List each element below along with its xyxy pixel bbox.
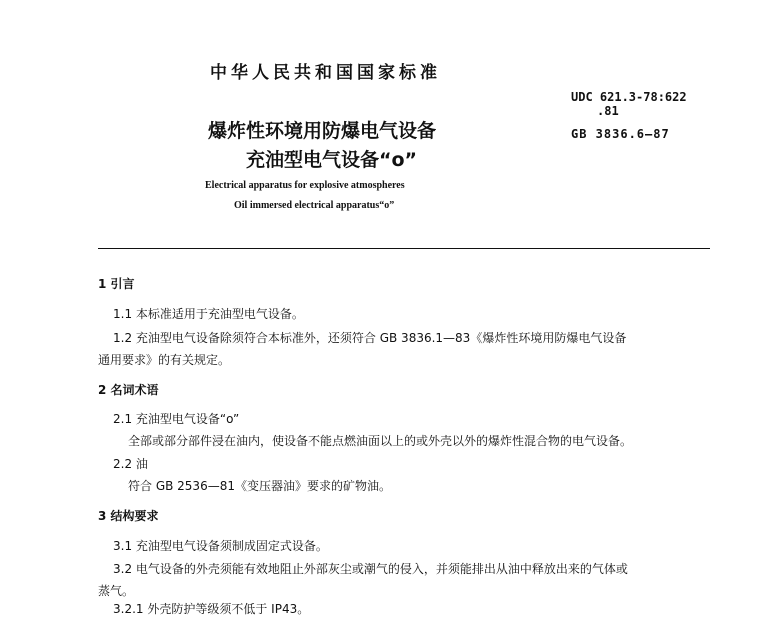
clause-1-2-continued: 通用要求》的有关规定。 bbox=[98, 353, 231, 367]
clause-1-1: 1.1 本标准适用于充油型电气设备。 bbox=[113, 307, 304, 321]
clause-1-2: 1.2 充油型电气设备除须符合本标准外，还须符合 GB 3836.1—83《爆炸性环境用防爆电气设备 bbox=[113, 331, 627, 345]
clause-3-1: 3.1 充油型电气设备须制成固定式设备。 bbox=[113, 539, 328, 553]
document-title-line2: 充油型电气设备“o” bbox=[246, 149, 418, 171]
standard-name: 中华人民共和国国家标准 bbox=[210, 63, 441, 83]
udc-code-line2: .81 bbox=[597, 104, 619, 118]
clause-2-2: 2.2 油 bbox=[113, 457, 148, 471]
clause-3-2-continued: 蒸气。 bbox=[98, 584, 135, 598]
document-title-line1: 爆炸性环境用防爆电气设备 bbox=[208, 120, 437, 142]
clause-3-2-1: 3.2.1 外壳防护等级须不低于 IP43。 bbox=[113, 602, 310, 616]
section-heading-2: 2 名词术语 bbox=[98, 383, 159, 397]
clause-2-2-definition: 符合 GB 2536—81《变压器油》要求的矿物油。 bbox=[128, 479, 391, 493]
udc-code-line1: UDC 621.3-78:622 bbox=[571, 90, 687, 104]
section-heading-3: 3 结构要求 bbox=[98, 509, 159, 523]
gb-number: GB 3836.6—87 bbox=[571, 127, 670, 141]
clause-3-2: 3.2 电气设备的外壳须能有效地阻止外部灰尘或潮气的侵入，并须能排出从油中释放出来的气体或 bbox=[113, 562, 628, 576]
english-title-line1: Electrical apparatus for explosive atmospheres bbox=[205, 180, 405, 191]
english-title-line2: Oil immersed electrical apparatus“o” bbox=[234, 200, 395, 211]
section-heading-1: 1 引言 bbox=[98, 277, 135, 291]
clause-2-1-definition: 全部或部分部件浸在油内，使设备不能点燃油面以上的或外壳以外的爆炸性混合物的电气设备。 bbox=[128, 434, 633, 448]
header-divider bbox=[98, 248, 710, 249]
clause-2-1: 2.1 充油型电气设备“o” bbox=[113, 412, 240, 426]
